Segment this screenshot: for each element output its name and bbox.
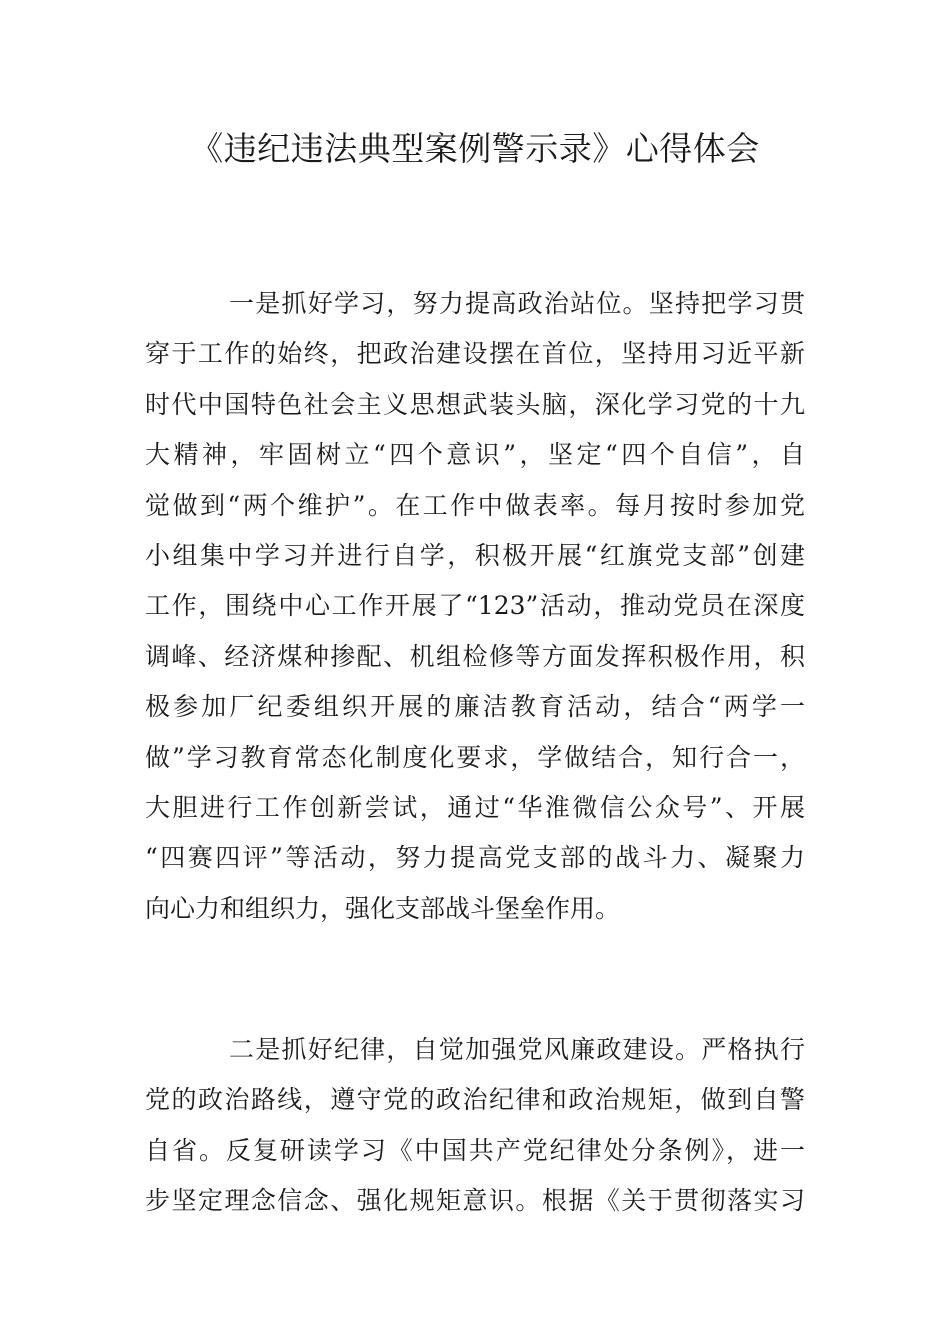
paragraph-discipline [145, 1025, 805, 1227]
paragraph-line: 大精神，牢固树立“四个意识”，坚定“四个自信”，自 [145, 440, 805, 470]
paragraph-line: 自省。反复研读学习《中国共产党纪律处分条例》，进一 [145, 1135, 805, 1165]
document-title: 《违纪违法典型案例警示录》心得体会 [190, 129, 760, 168]
paragraph-line: 大胆进行工作创新尝试，通过“华淮微信公众号”、开展 [145, 792, 805, 822]
paragraph-line: 党的政治路线，遵守党的政治纪律和政治规矩，做到自警 [145, 1085, 805, 1115]
paragraph-line: 一是抓好学习，努力提高政治站位。坚持把学习贯 [229, 289, 805, 318]
paragraph-line: 步坚定理念信念、强化规矩意识。根据《关于贯彻落实习 [145, 1186, 805, 1216]
paragraph-line: 二是抓好纪律，自觉加强党风廉政建设。严格执行 [229, 1035, 805, 1064]
paragraph-line: 调峰、经济煤种掺配、机组检修等方面发挥积极作用，积 [145, 641, 805, 671]
paragraph-line: 穿于工作的始终，把政治建设摆在首位，坚持用习近平新 [145, 339, 805, 369]
paragraph-line: 小组集中学习并进行自学，积极开展“红旗党支部”创建 [145, 540, 805, 570]
paragraph-line: 做”学习教育常态化制度化要求，学做结合，知行合一， [145, 742, 805, 772]
paragraph-line: 觉做到“两个维护”。在工作中做表率。每月按时参加党 [145, 490, 805, 520]
paragraph-study [145, 279, 805, 934]
paragraph-line: “四赛四评”等活动，努力提高党支部的战斗力、凝聚力 [145, 843, 805, 873]
paragraph-line: 向心力和组织力，强化支部战斗堡垒作用。 [145, 893, 621, 923]
paragraph-line: 工作，围绕中心工作开展了“123”活动，推动党员在深度 [145, 591, 805, 621]
paragraph-line: 时代中国特色社会主义思想武装头脑，深化学习党的十九 [145, 389, 805, 419]
paragraph-line: 极参加厂纪委组织开展的廉洁教育活动，结合“两学一 [145, 692, 805, 722]
